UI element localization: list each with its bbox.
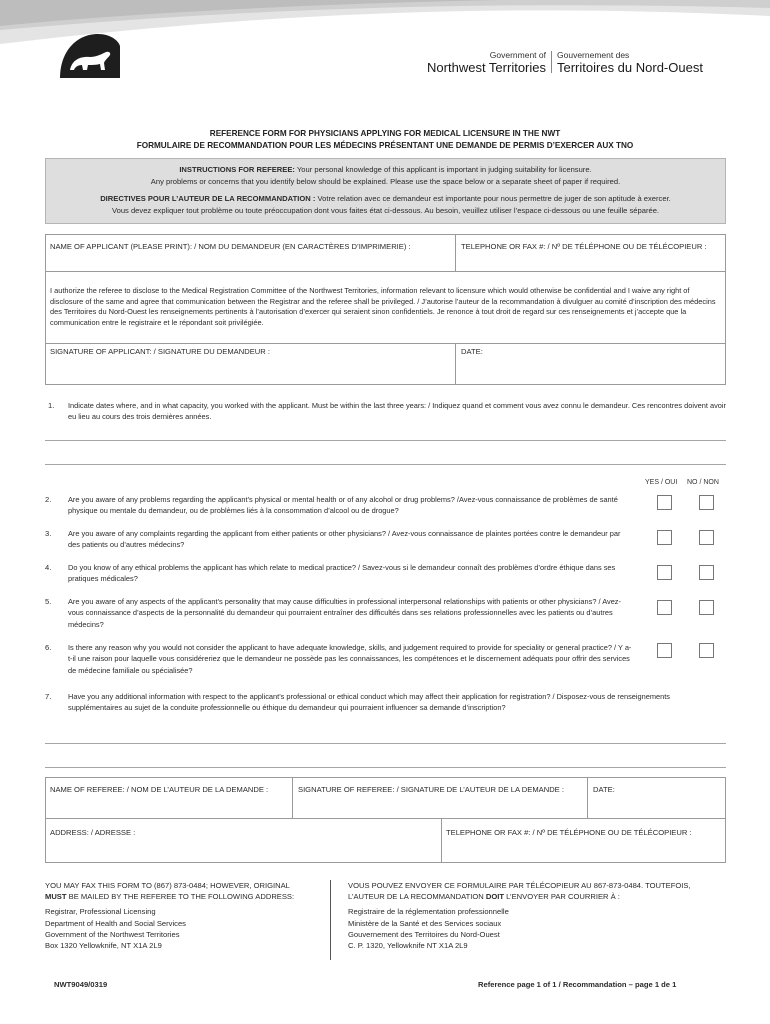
q6-no-checkbox[interactable] (699, 643, 714, 658)
instructions-box (45, 158, 726, 224)
q5-number: 5. (45, 597, 52, 606)
gov-fr-big: Territoires du Nord-Ouest (557, 60, 703, 76)
gov-fr-small: Gouvernement des (557, 50, 630, 60)
footer-fr-addr2: Ministère de la Santé et des Services sociaux (348, 918, 502, 928)
authorization-text: I authorize the referee to disclose to the Medical Registration Committee of the Northwest Territories, information relevant to licensure which would otherwise be confidential and I waive any right of disclosure of the same and agree that communication between the Registrar and the referee shall be privileged. / J’autorise l’auteur de la recommandation à divulguer au comité d’inscription des médecins des Territoires du Nord-Ouest les renseignements pertinents à l’autorisation d’exercer qui seraient sinon confidentiels. Je renonce à tout droit de regard sur ces renseignements et j’accepte que la communication entre le registraire et le répondant soit privilégiée. (50, 286, 716, 327)
referee-name-field[interactable]: NAME OF REFEREE: / NOM DE L’AUTEUR DE LA DEMANDE : (50, 785, 269, 794)
title-en: REFERENCE FORM FOR PHYSICIANS APPLYING FOR MEDICAL LICENSURE IN THE NWT (209, 129, 561, 138)
q2-number: 2. (45, 495, 52, 504)
q4-number: 4. (45, 563, 52, 572)
instructions-en-1 (46, 165, 725, 175)
footer-en-line2 (45, 891, 325, 902)
form-code: NWT9049/0319 (54, 980, 108, 989)
footer-en-addr1: Registrar, Professional Licensing (45, 907, 156, 917)
footer-en-addr3: Government of the Northwest Territories (45, 929, 180, 939)
q5-text: Are you aware of any aspects of the applicant’s personality that may cause difficulties in professional interpersonal relationships with patients or other physicians? / Avez-vous connaissance d’aspects de la personnalité du demandeur qui pourraient entraîner des difficultés dans ses relations professionnelles avec les patients ou d’autres médecins? (68, 597, 621, 629)
instructions-fr-2: Vous devez expliquer tout problème ou toute préoccupation dont vous faites état ci-dessous. Au besoin, veuillez utiliser l’espace ci-dessous ou une feuille séparée. (111, 205, 660, 215)
form-title (40, 128, 730, 152)
q6-yes-checkbox[interactable] (657, 643, 672, 658)
instructions-en-text: Your personal knowledge of this applicant is important in judging suitability for licensure. (294, 165, 592, 174)
gov-fr-wordmark (557, 50, 737, 75)
q3-number: 3. (45, 529, 52, 538)
q7-number: 7. (45, 692, 52, 701)
footer-en (45, 880, 325, 951)
gov-en-big: Northwest Territories (427, 60, 546, 76)
footer-fr-addr4: C. P. 1320, Yellowknife NT X1A 2L9 (348, 941, 468, 951)
instructions-fr-label: DIRECTIVES POUR L’AUTEUR DE LA RECOMMANDATION : (100, 193, 316, 203)
q5-no-checkbox[interactable] (699, 600, 714, 615)
footer-fr-line2b: L’ENVOYER PAR COURRIER À : (503, 892, 620, 902)
instructions-en-2: Any problems or concerns that you identify below should be explained. Please use the space below or a separate sheet of paper if required. (150, 176, 621, 186)
footer-fr (348, 880, 728, 951)
gov-en-small: Government of (489, 50, 546, 60)
title-fr: FORMULAIRE DE RECOMMANDATION POUR LES MÉDECINS PRÉSENTANT UNE DEMANDE DE PERMIS D’EXERCER AUX TNO (136, 140, 634, 150)
referee-phone-field[interactable]: TELEPHONE OR FAX #: / Nº DE TÉLÉPHONE OU DE TÉLÉCOPIEUR : (446, 828, 692, 837)
q2-yes-checkbox[interactable] (657, 495, 672, 510)
q7-answer-line[interactable] (45, 767, 726, 768)
gov-en-wordmark (418, 50, 546, 75)
applicant-signature-field[interactable]: SIGNATURE OF APPLICANT: / SIGNATURE DU DEMANDEUR : (50, 347, 270, 356)
footer-fr-doit: DOIT (485, 892, 504, 902)
q7-text: Have you any additional information with respect to the applicant’s professional or ethical conduct which may affect their application for registration? / Disposez-vous de renseignements supplémentaires au sujet de la conduite professionnelle ou éthique du demandeur qui pourraient influencer sa demande d’inscription? (68, 692, 670, 713)
q1-answer-line[interactable] (45, 440, 726, 441)
q2-no-checkbox[interactable] (699, 495, 714, 510)
footer-fr-addr3: Gouvernement des Territoires du Nord-Ouest (348, 929, 500, 939)
applicant-phone-field[interactable]: TELEPHONE OR FAX #: / Nº DE TÉLÉPHONE OU DE TÉLÉCOPIEUR : (461, 242, 707, 251)
polar-bear-logo (58, 30, 122, 80)
footer-en-line2-text: BE MAILED BY THE REFEREE TO THE FOLLOWING ADDRESS: (66, 892, 295, 902)
q5-yes-checkbox[interactable] (657, 600, 672, 615)
footer-fr-addr1: Registraire de la réglementation professionnelle (348, 907, 509, 917)
no-header: NO / NON (687, 479, 719, 486)
q1-number: 1. (48, 401, 55, 410)
applicant-name-field[interactable]: NAME OF APPLICANT (PLEASE PRINT): / NOM DU DEMANDEUR (EN CARACTÈRES D’IMPRIMERIE) : (50, 242, 411, 251)
footer-en-addr4: Box 1320 Yellowknife, NT X1A 2L9 (45, 941, 162, 951)
footer-fr-line1: VOUS POUVEZ ENVOYER CE FORMULAIRE PAR TÉLÉCOPIEUR AU 867-873-0484. TOUTEFOIS, (348, 881, 691, 890)
referee-signature-field[interactable]: SIGNATURE OF REFEREE: / SIGNATURE DE L’AUTEUR DE LA DEMANDE : (298, 785, 564, 794)
q3-text: Are you aware of any complaints regarding the applicant from either patients or other physicians? / Avez-vous connaissance de plaintes portées contre le demandeur par des patients ou d’autres médecins? (68, 529, 621, 550)
yes-header: YES / OUI (645, 479, 678, 486)
instructions-fr-text: Votre relation avec ce demandeur est importante pour nous permettre de juger de son aptitude à exercer. (315, 193, 671, 203)
q4-text: Do you know of any ethical problems the applicant has which relate to medical practice? / Savez-vous si le demandeur connaît des problèmes d’ordre éthique dans ses pratiques médicales? (68, 563, 616, 584)
footer-fr-line2 (348, 891, 728, 902)
q6-number: 6. (45, 643, 52, 652)
q4-yes-checkbox[interactable] (657, 565, 672, 580)
q3-yes-checkbox[interactable] (657, 530, 672, 545)
instructions-fr-1 (46, 194, 725, 204)
footer-divider (330, 880, 331, 960)
referee-date-field[interactable]: DATE: (593, 785, 615, 794)
q3-no-checkbox[interactable] (699, 530, 714, 545)
q1-answer-line[interactable] (45, 464, 726, 465)
q1-text: Indicate dates where, and in what capacity, you worked with the applicant. Must be within the last three years: / Indiquez quand et comment vous avez connu le demandeur. Ces rencontres doivent avoir eu lieu au cours des trois dernières années. (68, 401, 727, 422)
q2-text: Are you aware of any problems regarding the applicant’s physical or mental health or of any alcohol or drug problems? /Avez-vous connaissance de problèmes de santé physique ou mentale du demandeur, ou de problèmes liés à la consommation d’alcool ou de drogue? (68, 495, 618, 516)
q7-answer-line[interactable] (45, 743, 726, 744)
footer-en-line1: YOU MAY FAX THIS FORM TO (867) 873-0484; HOWEVER, ORIGINAL (45, 881, 290, 890)
footer-en-must: MUST (45, 892, 67, 902)
q4-no-checkbox[interactable] (699, 565, 714, 580)
gov-divider (551, 51, 552, 73)
page-number: Reference page 1 of 1 / Recommandation – page 1 de 1 (478, 980, 677, 989)
q6-text: Is there any reason why you would not consider the applicant to have adequate knowledge, skills, and judgement required to provide for speciality or general practice? / Y a-t-il une raison pour laquelle vous considéreriez que le demandeur ne possède pas les connaissances, les compétences et le discernement adéquats pour offrir des services de médecine familiale ou spécialisée? (68, 643, 632, 675)
footer-en-addr2: Department of Health and Social Services (45, 918, 186, 928)
applicant-date-field[interactable]: DATE: (461, 347, 483, 356)
instructions-en-label: INSTRUCTIONS FOR REFEREE: (179, 165, 295, 174)
footer-fr-line2a: L’AUTEUR DE LA RECOMMANDATION (348, 892, 486, 902)
referee-address-field[interactable]: ADDRESS: / ADRESSE : (50, 828, 136, 837)
